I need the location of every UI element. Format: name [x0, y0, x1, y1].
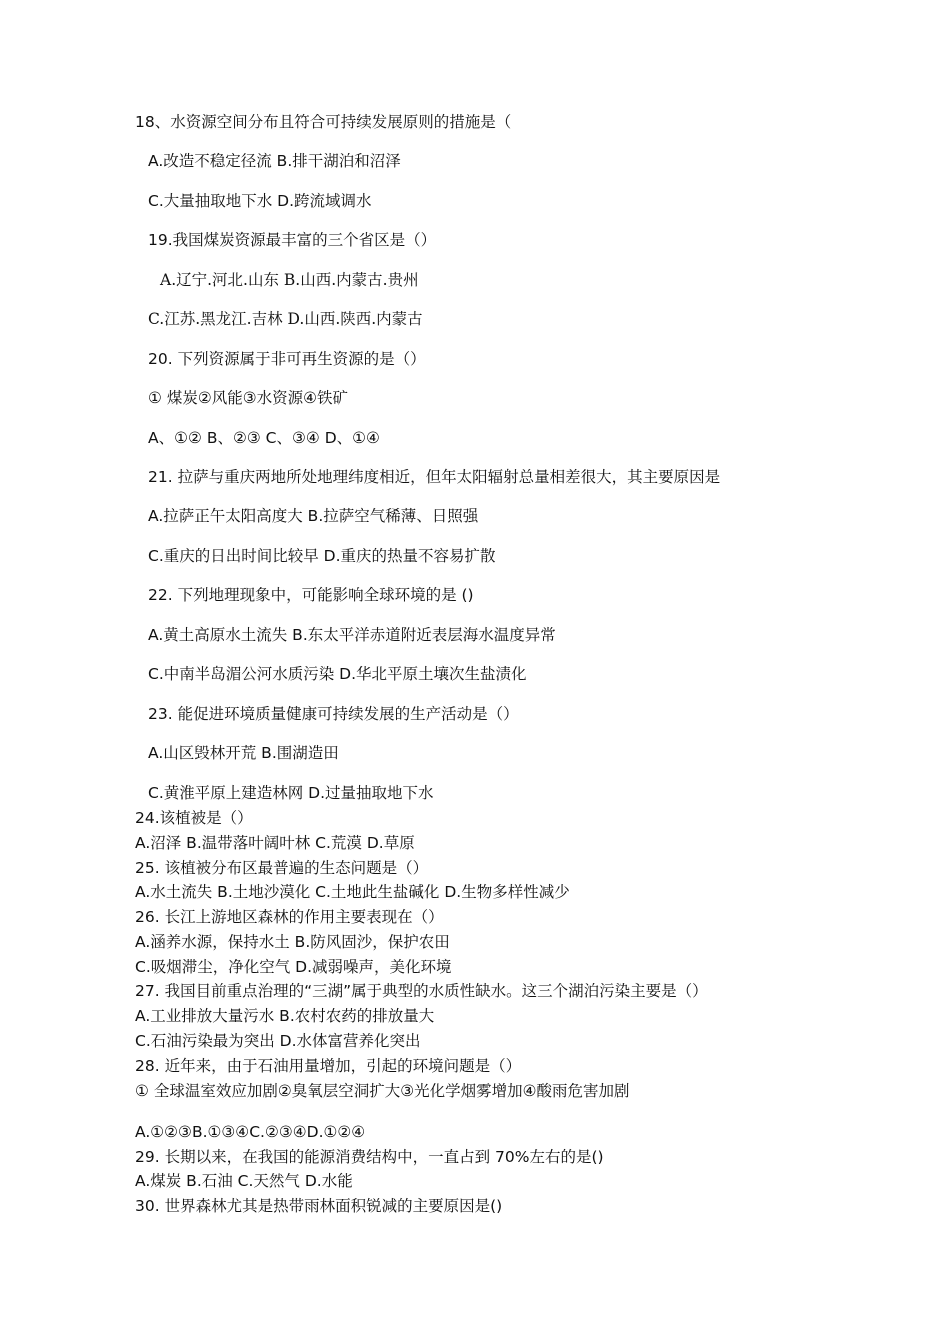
- q27-options-ab: A.工业排放大量污水 B.农村农药的排放量大: [135, 1007, 435, 1025]
- q20-items: ① 煤炭②风能③水资源④铁矿: [148, 389, 349, 407]
- q28-options: A.①②③B.①③④C.②③④D.①②④: [135, 1123, 366, 1141]
- q18-options-cd: C.大量抽取地下水 D.跨流域调水: [148, 192, 372, 210]
- q22-options-cd: C.中南半岛湄公河水质污染 D.华北平原土壤次生盐渍化: [148, 665, 527, 683]
- question-30: 30. 世界森林尤其是热带雨林面积锐减的主要原因是(): [135, 1197, 503, 1215]
- q27-options-cd: C.石油污染最为突出 D.水体富营养化突出: [135, 1032, 421, 1050]
- q26-options-ab: A.涵养水源，保持水土 B.防风固沙，保护农田: [135, 933, 450, 951]
- q20-options: A、①② B、②③ C、③④ D、①④: [148, 429, 380, 447]
- question-22: 22. 下列地理现象中，可能影响全球环境的是 (): [148, 586, 474, 604]
- q21-options-cd: C.重庆的日出时间比较早 D.重庆的热量不容易扩散: [148, 547, 496, 565]
- question-18: 18、水资源空间分布且符合可持续发展原则的措施是（: [135, 113, 512, 131]
- question-19: 19.我国煤炭资源最丰富的三个省区是（）: [148, 231, 437, 249]
- q19-options-cd: C.江苏.黑龙江.吉林 D.山西.陕西.内蒙古: [148, 310, 423, 328]
- q22-options-ab: A.黄土高原水土流失 B.东太平洋赤道附近表层海水温度异常: [148, 626, 556, 644]
- q25-options: A.水土流失 B.土地沙漠化 C.土地此生盐碱化 D.生物多样性减少: [135, 883, 570, 901]
- q24-options: A.沼泽 B.温带落叶阔叶林 C.荒漠 D.草原: [135, 834, 415, 852]
- question-26: 26. 长江上游地区森林的作用主要表现在（）: [135, 908, 444, 926]
- q28-items: ① 全球温室效应加剧②臭氧层空洞扩大③光化学烟雾增加④酸雨危害加剧: [135, 1082, 630, 1100]
- q19-options-ab: A.辽宁.河北.山东 B.山西.内蒙古.贵州: [160, 271, 419, 289]
- question-20: 20. 下列资源属于非可再生资源的是（）: [148, 350, 426, 368]
- question-29: 29. 长期以来，在我国的能源消费结构中，一直占到 70%左右的是(): [135, 1148, 604, 1166]
- q29-options: A.煤炭 B.石油 C.天然气 D.水能: [135, 1172, 353, 1190]
- q18-options-ab: A.改造不稳定径流 B.排干湖泊和沼泽: [148, 152, 401, 170]
- q23-options-cd: C.黄淮平原上建造林网 D.过量抽取地下水: [148, 784, 434, 802]
- q21-options-ab: A.拉萨正午太阳高度大 B.拉萨空气稀薄、日照强: [148, 507, 479, 525]
- question-27: 27. 我国目前重点治理的“三湖”属于典型的水质性缺水。这三个湖泊污染主要是（）: [135, 982, 708, 1000]
- q23-options-ab: A.山区毁林开荒 B.围湖造田: [148, 744, 339, 762]
- question-21: 21. 拉萨与重庆两地所处地理纬度相近，但年太阳辐射总量相差很大，其主要原因是: [148, 468, 721, 486]
- question-24: 24.该植被是（）: [135, 809, 253, 827]
- question-28: 28. 近年来，由于石油用量增加，引起的环境问题是（）: [135, 1057, 522, 1075]
- q26-options-cd: C.吸烟滞尘，净化空气 D.减弱噪声，美化环境: [135, 958, 452, 976]
- question-23: 23. 能促进环境质量健康可持续发展的生产活动是（）: [148, 705, 519, 723]
- question-25: 25. 该植被分布区最普遍的生态问题是（）: [135, 859, 429, 877]
